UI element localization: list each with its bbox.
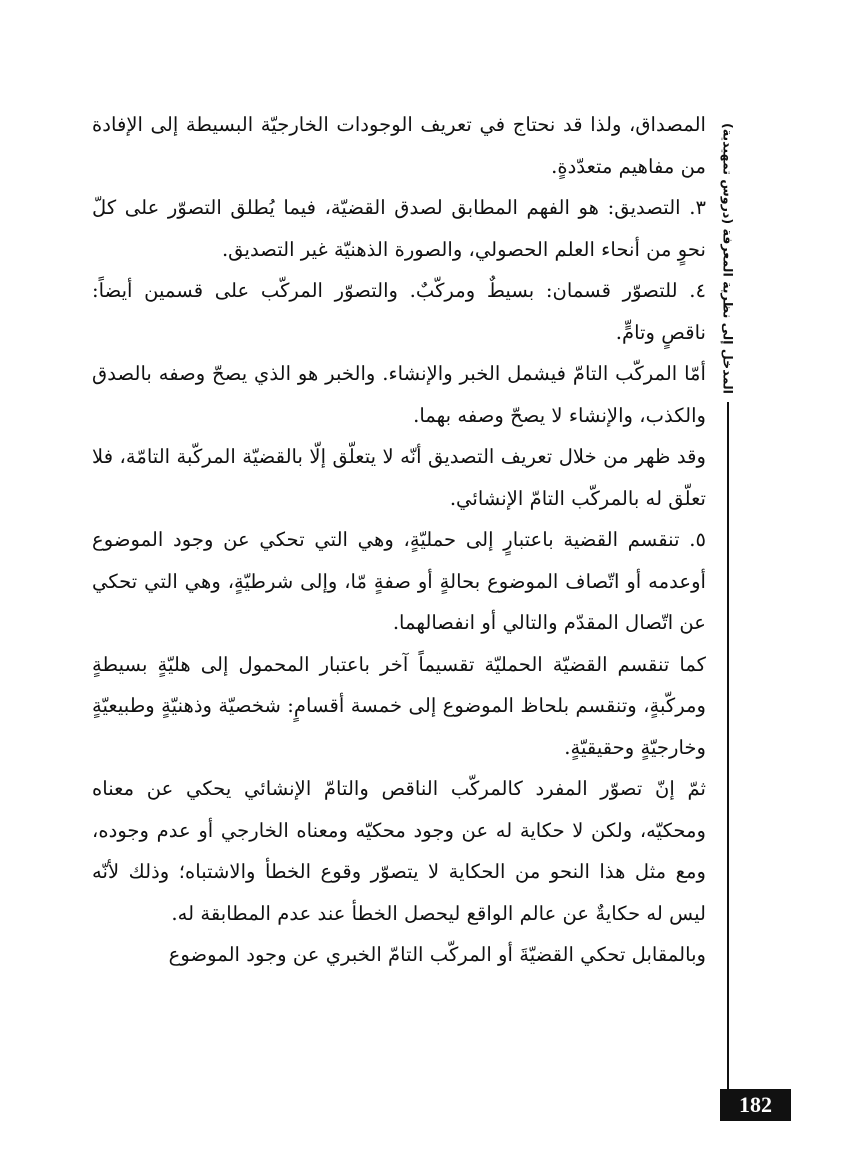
paragraph: وبالمقابل تحكي القضيّةَ أو المركّب التامّ الخبري عن وجود الموضوع [168,943,706,966]
running-head-text: المدخل إلى نظرية المعرفة (دروس تمهيدية) [720,123,736,394]
margin-rule [727,402,729,1090]
paragraph: وقد ظهر من خلال تعريف التصديق أنّه لا يتعلّق إلّا بالقضيّة المركّبة التامّة، فلا تعلّق له بالمركّب التامّ الإنشائي. [92,445,706,510]
running-head [714,123,742,394]
paragraph: ثمّ إنّ تصوّر المفرد كالمركّب الناقص والتامّ الإنشائي يحكي عن معناه ومحكيّه، ولكن لا حكاية له عن وجود محكيّه ومعناه الخارجي أو عدم وجوده، ومع مثل هذا النحو من الحكاية لا يتصوّر وقوع الخطأ والاشتباه؛ وذلك لأنّه ليس له حكايةٌ عن عالم الواقع ليحصل الخطأ عند عدم المطابقة له. [92,777,706,925]
page-body [92,104,706,976]
paragraph: المصداق، ولذا قد نحتاج في تعريف الوجودات الخارجيّة البسيطة إلى الإفادة من مفاهيم متعدّدةٍ. [92,113,706,178]
paragraph: ٤. للتصوّر قسمان: بسيطٌ ومركّبٌ. والتصوّر المركّب على قسمين أيضاً: ناقصٍ وتامٍّ. [92,279,706,344]
paragraph: ٣. التصديق: هو الفهم المطابق لصدق القضيّة، فيما يُطلق التصوّر على كلّ نحوٍ من أنحاء العلم الحصولي، والصورة الذهنيّة غير التصديق. [92,196,706,261]
paragraph: ٥. تنقسم القضية باعتبارٍ إلى حمليّةٍ، وهي التي تحكي عن وجود الموضوع أوعدمه أو اتّصاف الموضوع بحالةٍ أو صفةٍ مّا، وإلى شرطيّةٍ، وهي التي تحكي عن اتّصال المقدّم والتالي أو انفصالهما. [92,528,706,634]
paragraph: كما تنقسم القضيّة الحمليّة تقسيماً آخر باعتبار المحمول إلى هليّةٍ بسيطةٍ ومركّبةٍ، وتنقسم بلحاظ الموضوع إلى خمسة أقسامٍ: شخصيّة وذهنيّةٍ وطبيعيّةٍ وخارجيّةٍ وحقيقيّةٍ. [92,652,706,759]
paragraph: أمّا المركّب التامّ فيشمل الخبر والإنشاء. والخبر هو الذي يصحّ وصفه بالصدق والكذب، والإنشاء لا يصحّ وصفه بهما. [92,362,706,427]
page-number: 182 [739,1092,772,1117]
page-number-box [720,1089,791,1121]
